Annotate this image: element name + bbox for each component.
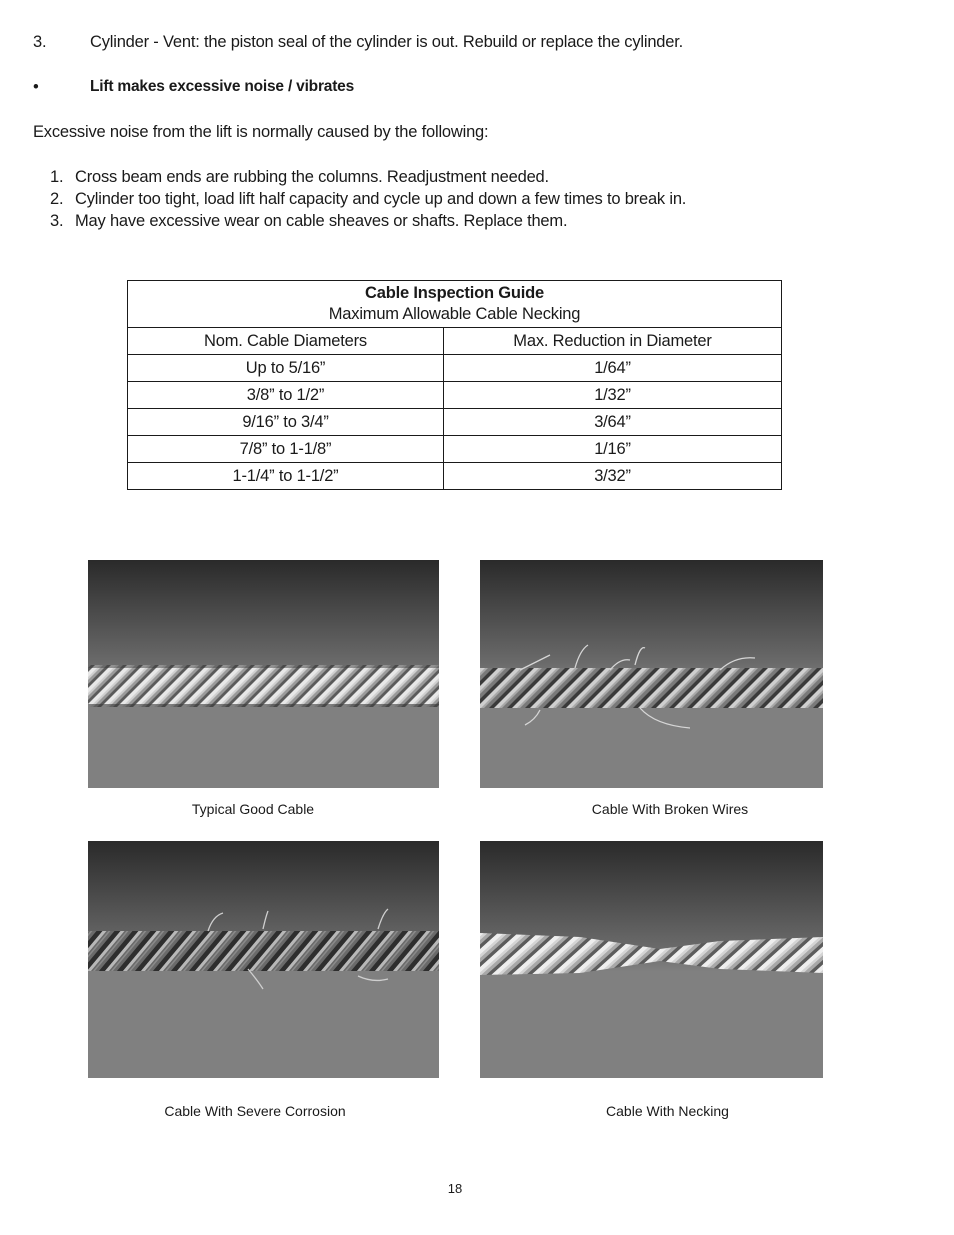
- table-cell: 1/16”: [444, 436, 782, 463]
- table-cell: 1/32”: [444, 382, 782, 409]
- table-row: [128, 436, 782, 463]
- table-title-cell: [128, 281, 782, 328]
- photo-caption: Cable With Severe Corrosion: [164, 1103, 346, 1119]
- photo-caption: Cable With Necking: [606, 1103, 729, 1119]
- bullet-heading: Lift makes excessive noise / vibrates: [90, 78, 355, 95]
- cause-number: 2.: [50, 190, 64, 208]
- broken-wires-cable-photo: [480, 560, 823, 788]
- necking-cable-photo: [480, 841, 823, 1078]
- top-item-number: 3.: [33, 33, 47, 51]
- table-row: [128, 382, 782, 409]
- table-row: [128, 463, 782, 490]
- photo-caption: Typical Good Cable: [191, 801, 315, 817]
- cause-text: Cylinder too tight, load lift half capacity and cycle up and down a few times to break in.: [75, 190, 687, 208]
- table-cell: Up to 5/16”: [128, 355, 444, 382]
- cause-number: 1.: [50, 168, 64, 186]
- photo-caption: Cable With Broken Wires: [591, 801, 749, 817]
- cable-inspection-table: [127, 280, 782, 490]
- good-cable-photo: [88, 560, 439, 788]
- cause-text: Cross beam ends are rubbing the columns. Readjustment needed.: [75, 168, 549, 186]
- table-cell: 9/16” to 3/4”: [128, 409, 444, 436]
- table-row: [128, 355, 782, 382]
- table-cell: 3/8” to 1/2”: [128, 382, 444, 409]
- page-number: 18: [447, 1181, 463, 1196]
- table-cell: 3/64”: [444, 409, 782, 436]
- table-row: [128, 409, 782, 436]
- table-title: Cable Inspection Guide: [365, 284, 544, 302]
- cause-text: May have excessive wear on cable sheaves or shafts. Replace them.: [75, 212, 568, 230]
- table-cell: 1/64”: [444, 355, 782, 382]
- severe-corrosion-cable-photo: [88, 841, 439, 1078]
- intro-text: Excessive noise from the lift is normally caused by the following:: [33, 123, 489, 141]
- bullet-symbol: •: [33, 78, 39, 96]
- column-header: Nom. Cable Diameters: [128, 328, 444, 355]
- cause-number: 3.: [50, 212, 64, 230]
- column-header: Max. Reduction in Diameter: [444, 328, 782, 355]
- table-cell: 7/8” to 1-1/8”: [128, 436, 444, 463]
- table-subtitle: Maximum Allowable Cable Necking: [328, 305, 581, 323]
- table-cell: 1-1/4” to 1-1/2”: [128, 463, 444, 490]
- top-item-text: Cylinder - Vent: the piston seal of the cylinder is out. Rebuild or replace the cylinder.: [90, 33, 684, 51]
- table-cell: 3/32”: [444, 463, 782, 490]
